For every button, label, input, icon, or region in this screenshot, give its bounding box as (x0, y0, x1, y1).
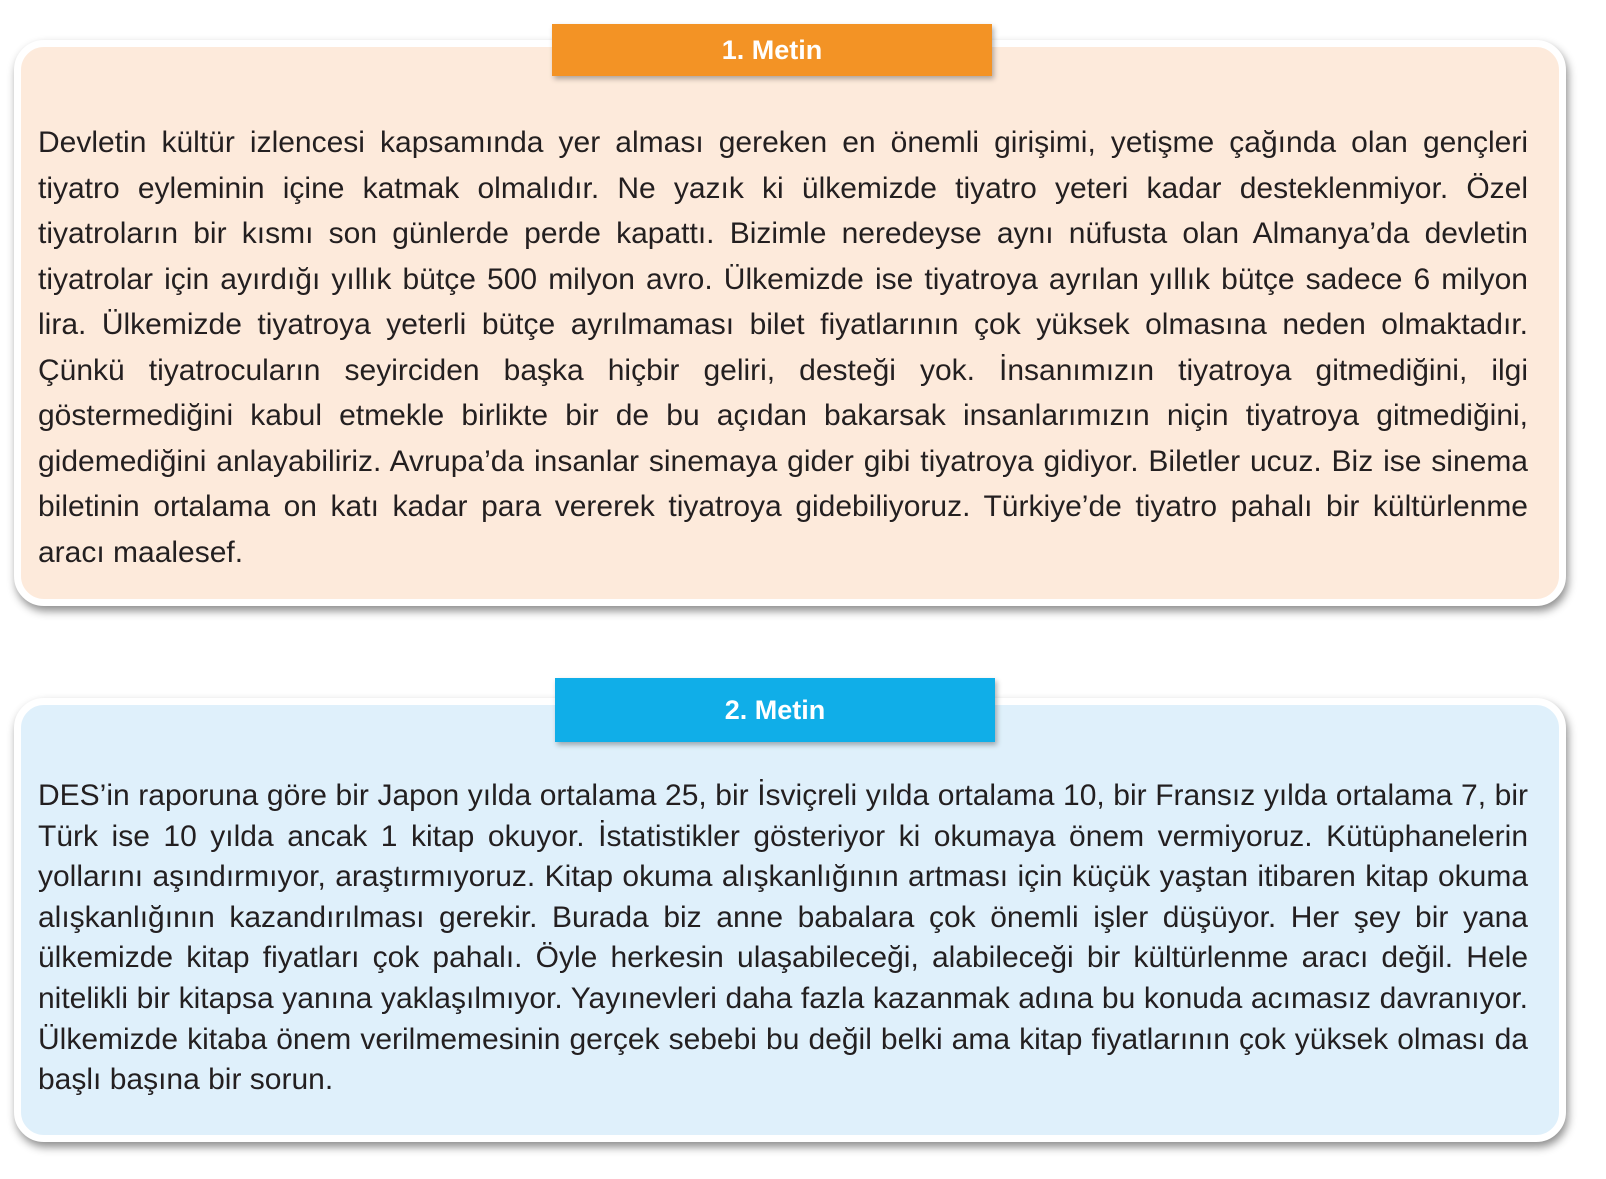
text-2-title: 2. Metin (555, 678, 995, 742)
text-1-body: Devletin kültür izlencesi kapsamında yer alması gereken en önemli girişimi, yetişme çağında olan gençleri tiyatro eyleminin içine katmak olmalıdır. Ne yazık ki ülkemizde tiyatro yeteri kadar desteklenmiyor. Özel tiyatroların bir kısmı son günlerde perde kapattı. Bizimle neredeyse aynı nüfusta olan Almanya’da devletin tiyatrolar için ayırdığı yıllık bütçe 500 milyon avro. Ülkemizde ise tiyatroya ayrılan yıllık bütçe sadece 6 milyon lira. Ülkemizde tiyatroya yeterli bütçe ayrılmaması bilet fiyatlarının çok yüksek olmasına neden olmaktadır. Çünkü tiyatrocuların seyirciden başka hiçbir geliri, desteği yok. İnsanımızın tiyatroya gitmediğini, ilgi göstermediğini kabul etmekle birlikte bir de bu açıdan bakarsak insanlarımızın niçin tiyatroya gitmediğini, gidemediğini anlayabiliriz. Avrupa’da insanlar sinemaya gider gibi tiyatroya gidiyor. Biletler ucuz. Biz ise sinema biletinin ortalama on katı kadar para vererek tiyatroya gidebiliyoruz. Türkiye’de tiyatro pahalı bir kültürlenme aracı maalesef. (38, 126, 1528, 569)
text-1-title: 1. Metin (552, 24, 992, 76)
text-2-body: DES’in raporuna göre bir Japon yılda ortalama 25, bir İsviçreli yılda ortalama 10, bir Fransız yılda ortalama 7, bir Türk ise 10 yılda ancak 1 kitap okuyor. İstatistikler gösteriyor ki okumaya önem vermiyoruz. Kütüphanelerin yollarını aşındırmıyor, araştırmıyoruz. Kitap okuma alışkanlığının artması için küçük yaştan itibaren kitap okuma alışkanlığının kazandırılması gerekir. Burada biz anne babalara çok önemli işler düşüyor. Her şey bir yana ülkemizde kitap fiyatları çok pahalı. Öyle herkesin ulaşabileceği, alabileceği bir kültürlenme aracı değil. Hele nitelikli bir kitapsa yanına yaklaşılmıyor. Yayınevleri daha fazla kazanmak adına bu konuda acımasız davranıyor. Ülkemizde kitaba önem verilmemesinin gerçek sebebi bu değil belki ama kitap fiyatlarının çok yüksek olması da başlı başına bir sorun. (38, 779, 1528, 1097)
